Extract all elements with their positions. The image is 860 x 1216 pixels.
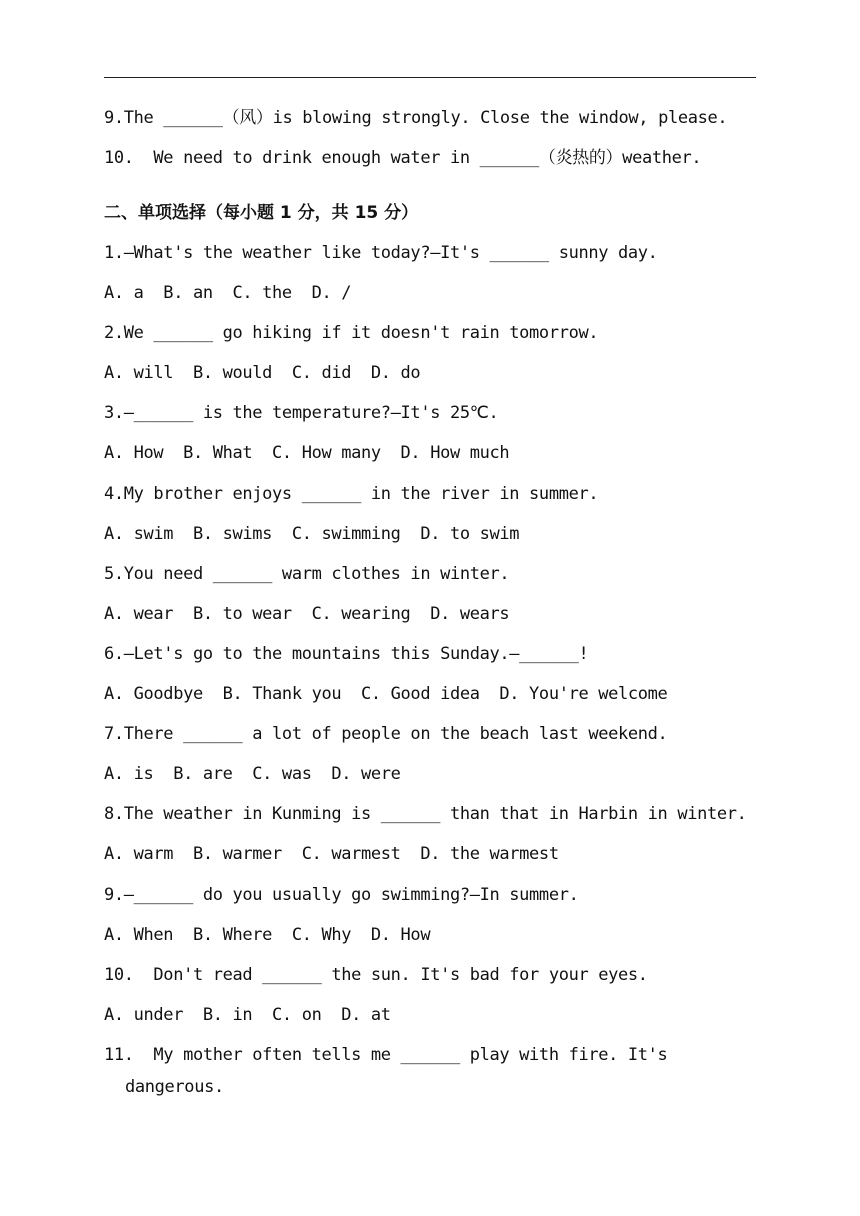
question-10: 10. Don't read ______ the sun. It's bad for your eyes. <box>104 965 648 985</box>
question-7: 7.There ______ a lot of people on the beach last weekend. <box>104 724 668 744</box>
question-8: 8.The weather in Kunming is ______ than that in Harbin in winter. <box>104 804 747 824</box>
question-9-options: A. When B. Where C. Why D. How <box>104 925 431 945</box>
section-heading: 二、单项选择（每小题 1 分，共 15 分） <box>104 203 419 223</box>
question-6-options: A. Goodbye B. Thank you C. Good idea D. You're welcome <box>104 684 668 704</box>
prev-question-10: 10. We need to drink enough water in ______（炎热的）weather. <box>104 148 702 168</box>
question-4-options: A. swim B. swims C. swimming D. to swim <box>104 524 520 544</box>
question-7-options: A. is B. are C. was D. were <box>104 764 401 784</box>
question-11: 11. My mother often tells me ______ play with fire. It's <box>104 1045 668 1065</box>
question-4: 4.My brother enjoys ______ in the river in summer. <box>104 484 599 504</box>
question-2-options: A. will B. would C. did D. do <box>104 363 421 383</box>
question-9: 9.—______ do you usually go swimming?—In summer. <box>104 885 579 905</box>
question-11-continuation: dangerous. <box>125 1077 224 1097</box>
question-10-options: A. under B. in C. on D. at <box>104 1005 391 1025</box>
question-3-options: A. How B. What C. How many D. How much <box>104 443 510 463</box>
question-5-options: A. wear B. to wear C. wearing D. wears <box>104 604 510 624</box>
question-1: 1.—What's the weather like today?—It's ______ sunny day. <box>104 243 658 263</box>
header-rule <box>104 77 756 78</box>
question-2: 2.We ______ go hiking if it doesn't rain tomorrow. <box>104 323 599 343</box>
question-8-options: A. warm B. warmer C. warmest D. the warmest <box>104 844 559 864</box>
question-6: 6.—Let's go to the mountains this Sunday.—______! <box>104 644 589 664</box>
question-5: 5.You need ______ warm clothes in winter. <box>104 564 510 584</box>
question-1-options: A. a B. an C. the D. / <box>104 283 352 303</box>
question-3: 3.—______ is the temperature?—It's 25℃. <box>104 403 499 423</box>
prev-question-9: 9.The ______（风）is blowing strongly. Close the window, please. <box>104 108 728 128</box>
